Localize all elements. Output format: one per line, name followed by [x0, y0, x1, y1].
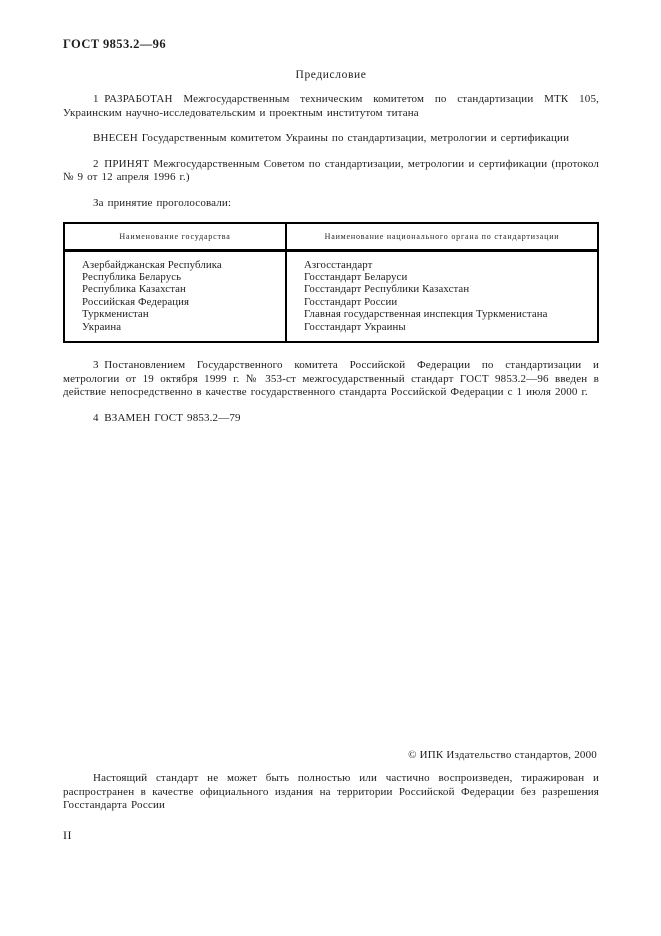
country-cell: Туркменистан: [64, 308, 286, 320]
country-cell: Украина: [64, 321, 286, 342]
table-row: [64, 321, 598, 342]
page-title: Предисловие: [295, 69, 367, 81]
clause-submitted: ВНЕСЕН Государственным комитетом Украины по стандартизации, метрологии и сертификации: [93, 132, 570, 145]
country-cell: Республика Беларусь: [64, 271, 286, 283]
table-row: [64, 308, 598, 320]
org-cell: Азгосстандарт: [304, 258, 373, 271]
clause-2-adopted: 2 ПРИНЯТ Межгосударственным Советом по стандартизации, метрологии и сертификации (протокол № 9 от 12 апреля 1996 г.): [63, 157, 599, 184]
table-row: [64, 250, 598, 271]
table-row: [64, 296, 598, 308]
org-cell: Госстандарт России: [304, 295, 398, 308]
org-cell: Госстандарт Украины: [304, 320, 406, 333]
clause-3-enactment: 3 Постановлением Государственного комитета Российской Федерации по стандартизации и метрологии от 19 октября 1999 г. № 353-ст межгосударственный стандарт ГОСТ 9853.2—96 введен в действие непосредственно в качестве государственного стандарта Российской Федерации с 1 июля 2000 г.: [63, 359, 599, 399]
org-cell: Госстандарт Республики Казахстан: [304, 283, 470, 296]
country-cell: Республика Казахстан: [64, 283, 286, 295]
vote-table-header-row: [64, 223, 598, 251]
vote-intro: За принятие проголосовали:: [93, 196, 232, 209]
reproduction-notice: Настоящий стандарт не может быть полностью или частично воспроизведен, тиражирован и распространен в качестве официального издания на территории Российской Федерации без разрешения Госстандарта России: [63, 772, 599, 812]
table-row: [64, 271, 598, 283]
copyright-line: © ИПК Издательство стандартов, 2000: [408, 749, 597, 761]
org-cell: Госстандарт Беларуси: [304, 270, 408, 283]
country-cell: Азербайджанская Республика: [64, 250, 286, 271]
org-cell: Главная государственная инспекция Туркменистана: [304, 308, 548, 321]
vote-table-head: [64, 223, 598, 251]
page-number: II: [63, 827, 72, 842]
doc-code: ГОСТ 9853.2—96: [63, 37, 166, 51]
vote-table-body: [64, 250, 598, 342]
footer-block: [63, 749, 599, 843]
table-row: [64, 283, 598, 295]
table-header-org: Наименование национального органа по стандартизации: [286, 223, 598, 251]
table-header-country: Наименование государства: [64, 223, 286, 251]
country-cell: Российская Федерация: [64, 296, 286, 308]
vote-table: [63, 222, 599, 343]
clause-4-replaces: 4 ВЗАМЕН ГОСТ 9853.2—79: [93, 411, 241, 424]
clause-1-developed: 1 РАЗРАБОТАН Межгосударственным техническим комитетом по стандартизации МТК 105, Украинским научно-исследовательским и проектным институтом титана: [63, 93, 599, 119]
